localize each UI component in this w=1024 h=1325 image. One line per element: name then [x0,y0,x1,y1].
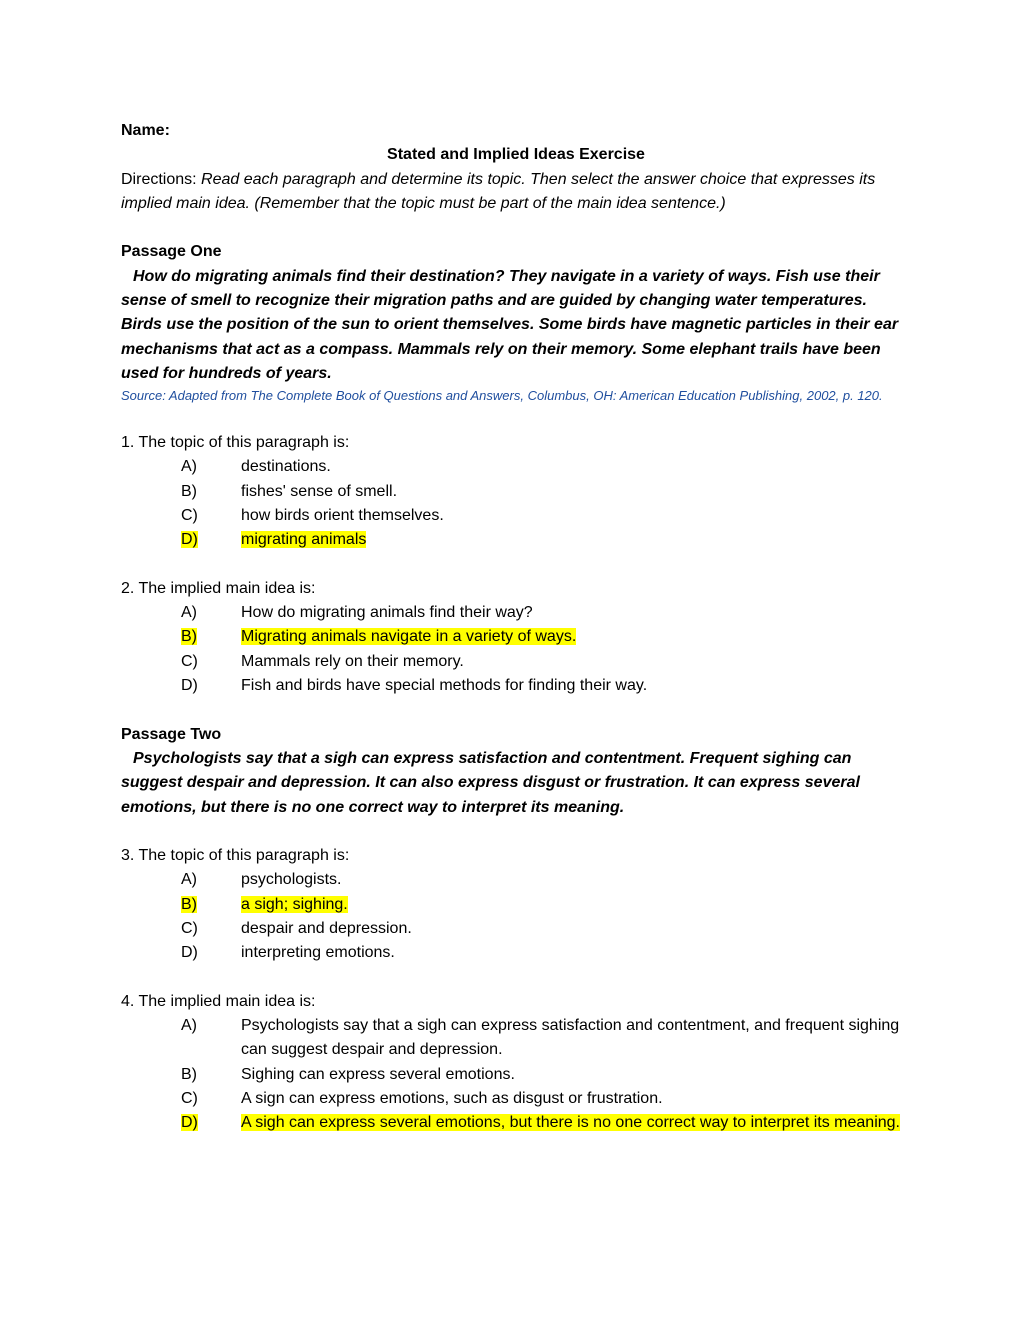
option-letter: D) [181,531,198,549]
option-letter: C) [181,652,198,670]
option-text: Mammals rely on their memory. [241,652,464,670]
passage-two-text: Psychologists say that a sigh can express satisfaction and contentment. Frequent sighing can suggest despair and depression. It can also express disgust or frustration. It can express several emotions, but there is no one correct way to interpret its meaning. [121,749,860,816]
directions [121,168,911,217]
option-text: Fish and birds have special methods for finding their way. [241,677,648,695]
option-letter: D) [181,677,198,695]
option-text: How do migrating animals find their way? [241,604,533,622]
question-3-option-d [121,941,911,965]
option-letter: B) [181,895,197,913]
name-label: Name: [121,122,170,139]
option-letter: A) [181,604,197,622]
option-text: how birds orient themselves. [241,506,444,524]
question-3-option-c [121,917,911,941]
question-4-option-a [121,1014,911,1063]
option-letter: A) [181,458,197,476]
question-3-prompt: 3. The topic of this paragraph is: [121,847,350,865]
option-text: destinations. [241,458,331,476]
option-letter: B) [181,482,197,500]
option-letter: C) [181,506,198,524]
option-text: Sighing can express several emotions. [241,1065,515,1083]
question-4-option-c [121,1087,911,1111]
option-text: Migrating animals navigate in a variety of ways. [241,628,577,646]
page-title: Stated and Implied Ideas Exercise [387,146,645,164]
question-2-option-a [121,601,911,625]
option-letter: A) [181,871,197,889]
directions-text: Read each paragraph and determine its topic. Then select the answer choice that expresses its implied main idea. (Remember that the topic must be part of the main idea sentence.) [121,170,876,212]
option-letter: B) [181,628,197,646]
option-letter: C) [181,1090,198,1108]
option-letter: D) [181,944,198,962]
question-1-option-a [121,455,911,479]
question-4-option-b [121,1063,911,1087]
question-4-option-d [121,1111,911,1135]
option-letter: B) [181,1065,197,1083]
option-letter: D) [181,1114,198,1132]
option-text: despair and depression. [241,920,412,937]
option-text: A sigh can express several emotions, but there is no one correct way to interpret its meaning. [241,1114,900,1132]
question-2-option-c [121,650,911,674]
question-2-option-d [121,674,911,698]
question-2-option-b [121,625,911,649]
option-letter: A) [181,1017,197,1035]
directions-label: Directions: [121,170,202,188]
passage-two-heading: Passage Two [121,725,222,743]
document-content [121,119,911,1136]
question-2-prompt: 2. The implied main idea is: [121,579,316,597]
option-text: migrating animals [241,531,367,549]
question-1-option-c [121,504,911,528]
question-1-prompt: 1. The topic of this paragraph is: [121,434,350,452]
question-1-option-d [121,528,911,552]
passage-one-text: How do migrating animals find their destination? They navigate in a variety of ways. Fish use their sense of smell to recognize their migration paths and are guided by changing water temperatures. Birds use the position of the sun to orient themselves. Some birds have magnetic particles in their ear mechanisms that act as a compass. Mammals rely on their memory. Some elephant trails have been used for hundreds of years. [121,267,899,382]
passage-one-heading: Passage One [121,243,222,261]
question-1-option-b [121,480,911,504]
option-text: a sigh; sighing. [241,895,348,913]
option-text: interpreting emotions. [241,944,395,962]
question-3-option-b [121,893,911,917]
question-4-prompt: 4. The implied main idea is: [121,992,316,1010]
passage-one-source: Source: Adapted from The Complete Book of Questions and Answers, Columbus, OH: American Education Publishing, 2002, p. 120. [121,388,883,404]
option-text: A sign can express emotions, such as disgust or frustration. [241,1090,663,1108]
option-text: psychologists. [241,871,342,889]
option-letter: C) [181,920,198,937]
option-text: Psychologists say that a sigh can express satisfaction and contentment, and frequent sighing can suggest despair and depression. [241,1017,900,1059]
option-text: fishes' sense of smell. [241,482,398,500]
question-3-option-a [121,868,911,892]
